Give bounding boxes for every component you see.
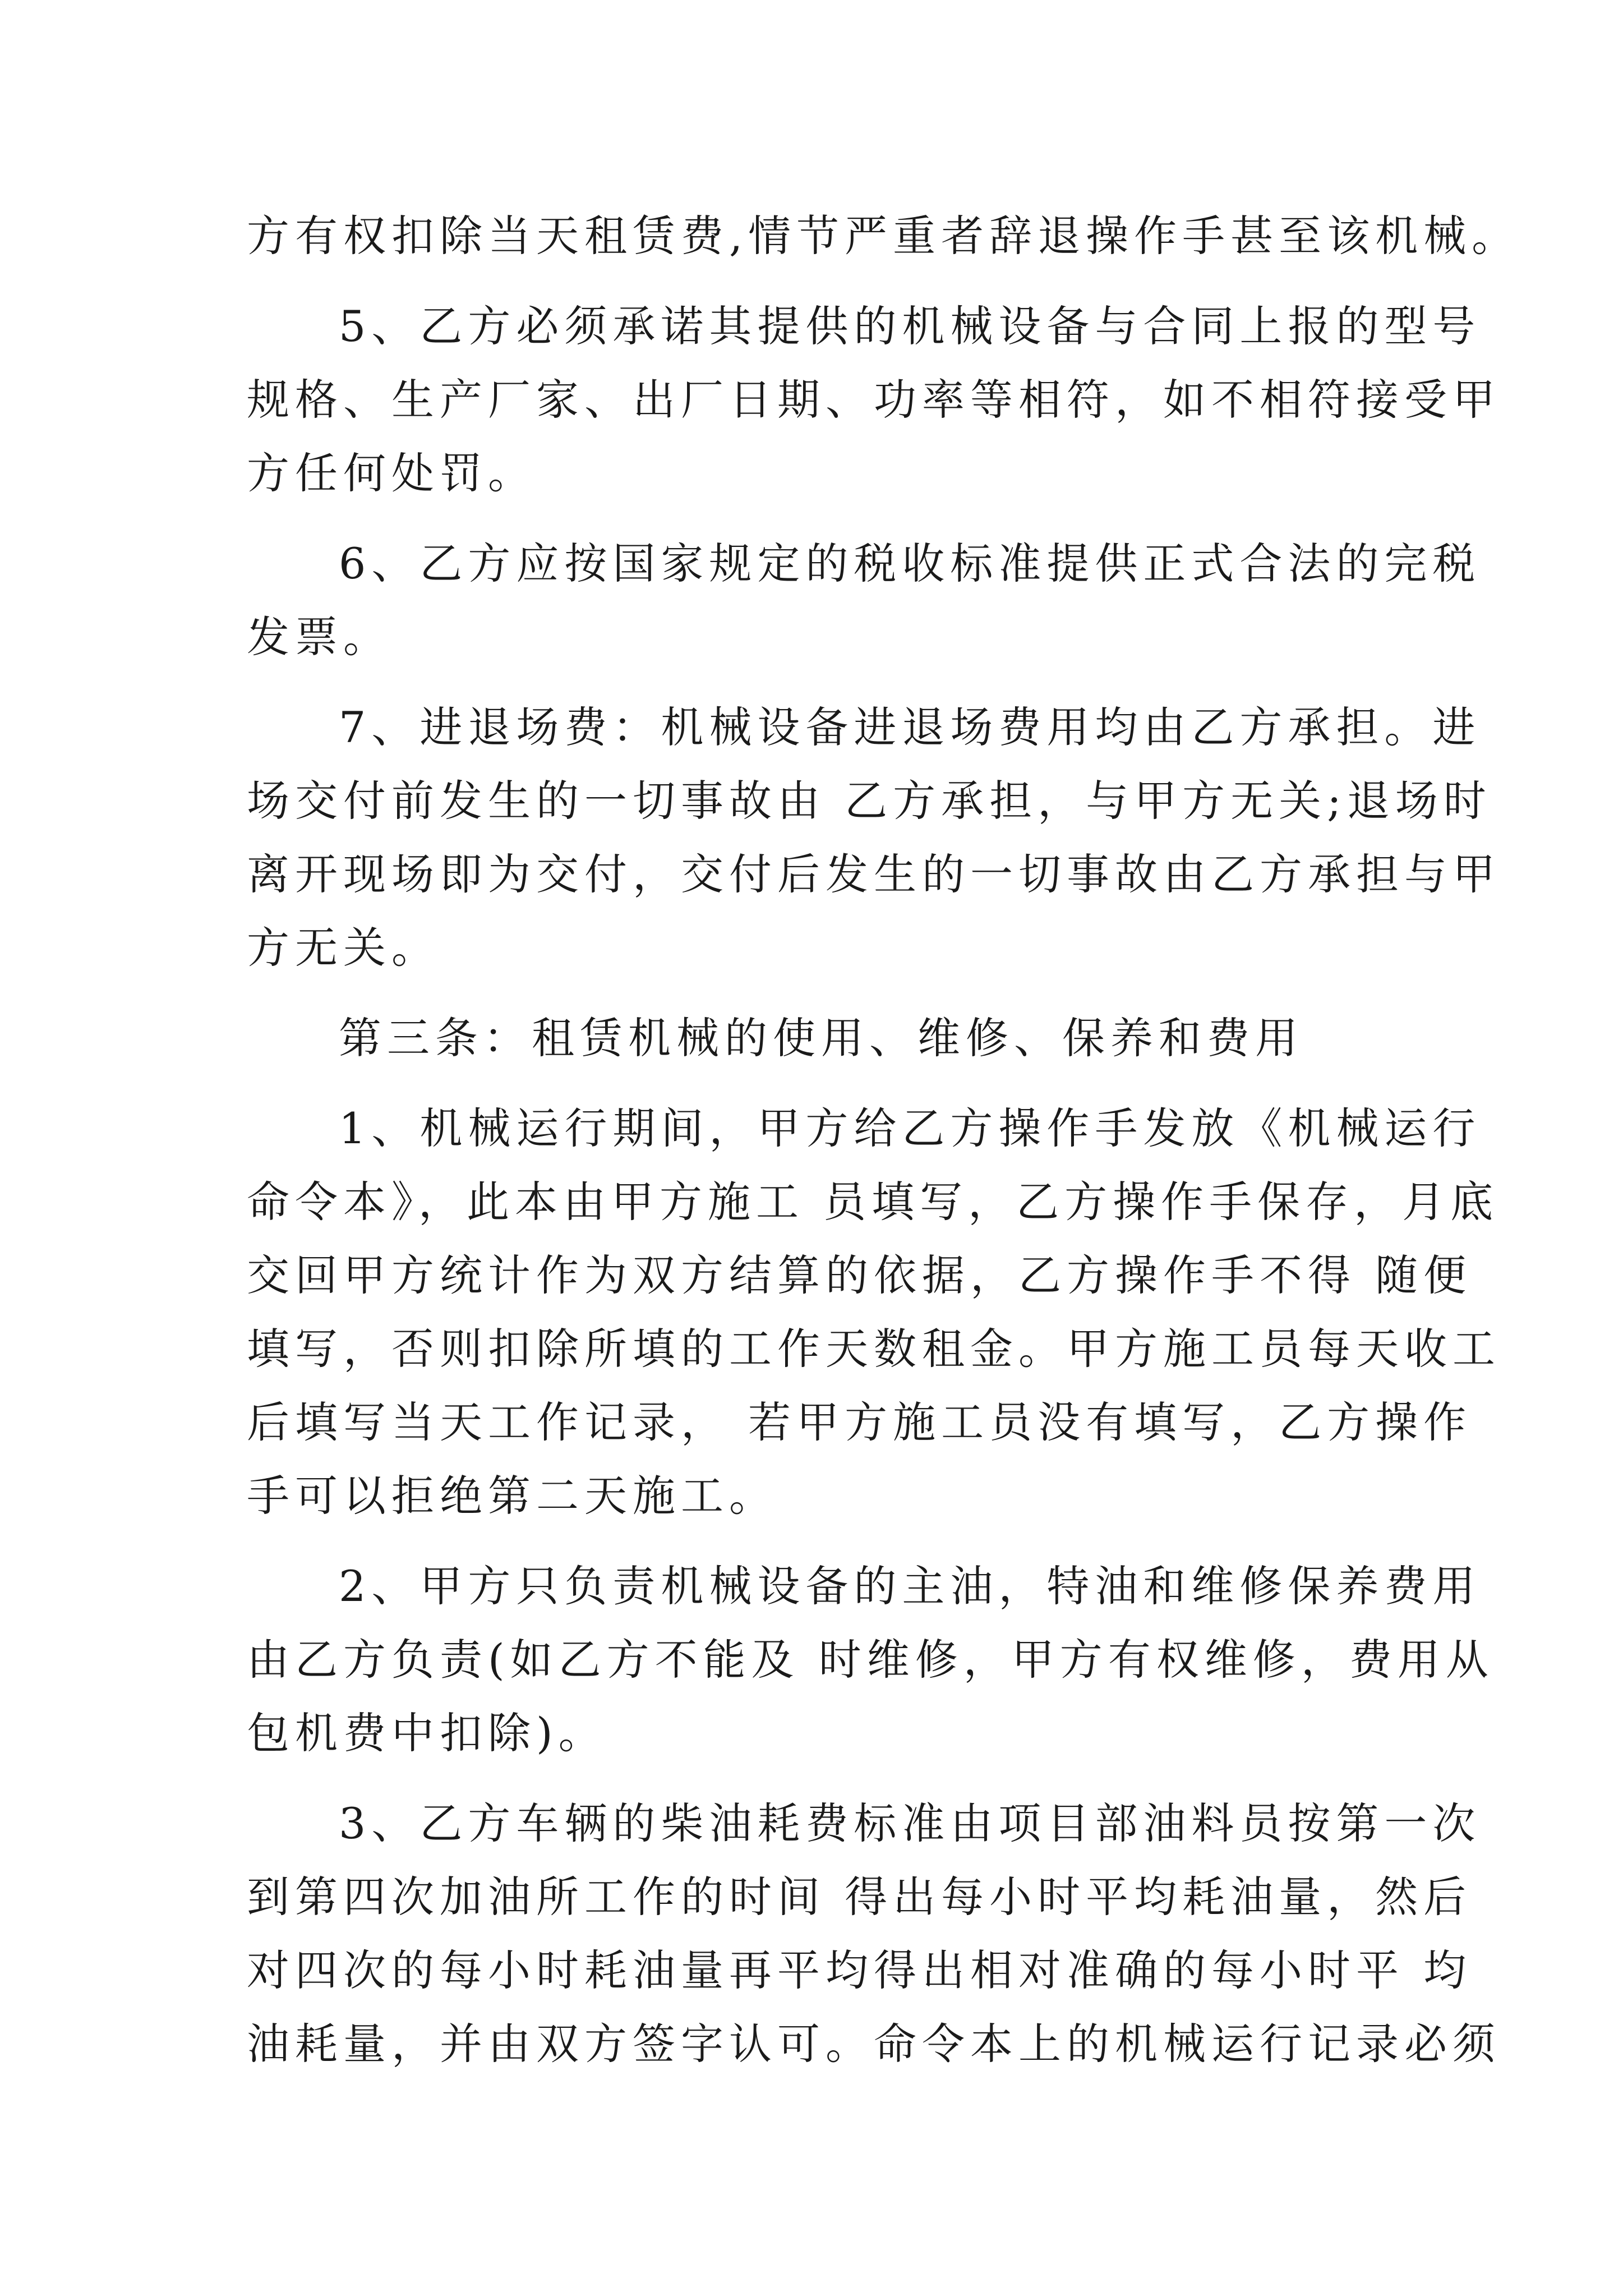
article-3-heading: 第三条：租赁机械的使用、维修、保养和费用	[339, 1013, 1303, 1063]
a3-clause-3-line-2: 到第四次加油所工作的时间 得出每小时平均耗油量，然后	[247, 1872, 1472, 1922]
a3-clause-1-line-2: 命令本》，此本由甲方施工 员填写，乙方操作手保存，月底	[247, 1177, 1499, 1227]
text-line: 方有权扣除当天租赁费,情节严重者辞退操作手甚至该机械。	[247, 211, 1520, 261]
a3-clause-3-line-4: 油耗量，并由双方签字认可。命令本上的机械运行记录必须	[247, 2019, 1501, 2069]
a3-clause-2-line-3: 包机费中扣除)。	[247, 1708, 607, 1758]
clause-7-line-3: 离开现场即为交付，交付后发生的一切事故由乙方承担与甲	[247, 849, 1501, 899]
contract-body	[247, 199, 1520, 2081]
clause-7-line-4: 方无关。	[247, 923, 440, 973]
clause-5-line-2: 规格、生产厂家、出厂日期、功率等相符，如不相符接受甲	[247, 375, 1501, 425]
a3-clause-1-line-1: 1、机械运行期间，甲方给乙方操作手发放《机械运行	[339, 1103, 1481, 1153]
a3-clause-2-line-2: 由乙方负责(如乙方不能及 时维修，甲方有权维修，费用从	[247, 1635, 1494, 1685]
a3-clause-1-line-3: 交回甲方统计作为双方结算的依据，乙方操作手不得 随便	[247, 1250, 1472, 1300]
a3-clause-1-line-6: 手可以拒绝第二天施工。	[247, 1471, 777, 1521]
clause-7-line-2: 场交付前发生的一切事故由 乙方承担，与甲方无关;退场时	[247, 776, 1492, 826]
clause-5-line-1: 5、乙方必须承诺其提供的机械设备与合同上报的型号	[339, 301, 1481, 351]
clause-5-line-3: 方任何处罚。	[247, 448, 536, 498]
clause-6-line-2: 发票。	[247, 612, 391, 662]
a3-clause-1-line-5: 后填写当天工作记录， 若甲方施工员没有填写，乙方操作	[247, 1397, 1472, 1447]
a3-clause-1-line-4: 填写，否则扣除所填的工作天数租金。甲方施工员每天收工	[247, 1324, 1501, 1374]
clause-7-line-1: 7、进退场费：机械设备进退场费用均由乙方承担。进	[339, 702, 1481, 752]
a3-clause-3-line-1: 3、乙方车辆的柴油耗费标准由项目部油料员按第一次	[339, 1798, 1481, 1848]
a3-clause-2-line-1: 2、甲方只负责机械设备的主油，特油和维修保养费用	[339, 1561, 1481, 1611]
clause-6-line-1: 6、乙方应按国家规定的税收标准提供正式合法的完税	[339, 539, 1481, 588]
a3-clause-3-line-3: 对四次的每小时耗油量再平均得出相对准确的每小时平 均	[247, 1945, 1472, 1995]
